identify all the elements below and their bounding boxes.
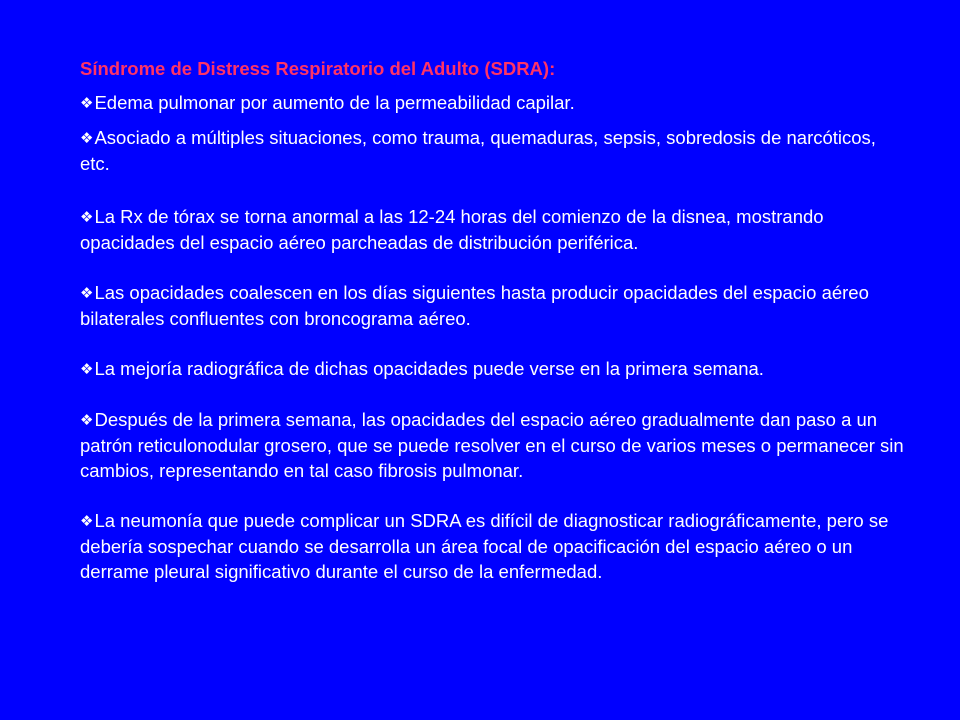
diamond-bullet-icon: ❖ (80, 95, 94, 112)
paragraph-text: Después de la primera semana, las opacidades del espacio aéreo gradualmente dan paso a un patrón reticulonodular grosero, que se puede resolver en el curso de varios meses o permanecer sin cambios, representando en tal caso fibrosis pulmonar. (80, 409, 904, 481)
bullet-paragraph (80, 204, 910, 255)
slide-title: Síndrome de Distress Respiratorio del Adulto (SDRA): (80, 58, 556, 79)
diamond-bullet-icon: ❖ (80, 361, 94, 378)
diamond-bullet-icon: ❖ (80, 285, 94, 302)
bullet-paragraph (80, 280, 910, 331)
diamond-bullet-icon: ❖ (80, 412, 94, 429)
paragraph-text: Edema pulmonar por aumento de la permeabilidad capilar. (94, 92, 575, 113)
diamond-bullet-icon: ❖ (80, 513, 94, 530)
paragraph-text: Asociado a múltiples situaciones, como trauma, quemaduras, sepsis, sobredosis de narcóticos, etc. (80, 127, 876, 174)
paragraph-text: La mejoría radiográfica de dichas opacidades puede verse en la primera semana. (94, 358, 764, 379)
paragraph-text: Las opacidades coalescen en los días siguientes hasta producir opacidades del espacio aéreo bilaterales confluentes con broncograma aéreo. (80, 282, 869, 329)
bullet-paragraph (80, 508, 910, 584)
spacer (80, 255, 910, 280)
spacer (80, 382, 910, 407)
bullet-paragraph (80, 356, 910, 382)
diamond-bullet-icon: ❖ (80, 130, 94, 147)
bullet-paragraph (80, 125, 910, 176)
paragraph-text: La Rx de tórax se torna anormal a las 12-24 horas del comienzo de la disnea, mostrando opacidades del espacio aéreo parcheadas de distribución periférica. (80, 206, 824, 253)
paragraph-text: La neumonía que puede complicar un SDRA es difícil de diagnosticar radiográficamente, pero se debería sospechar cuando se desarrolla un área focal de opacificación del espacio aéreo o un derrame pleural significativo durante el curso de la enfermedad. (80, 510, 889, 582)
diamond-bullet-icon: ❖ (80, 209, 94, 226)
spacer (80, 331, 910, 356)
bullet-paragraph (80, 90, 910, 116)
slide-content (80, 56, 910, 584)
bullet-paragraph (80, 407, 910, 483)
spacer (80, 483, 910, 508)
